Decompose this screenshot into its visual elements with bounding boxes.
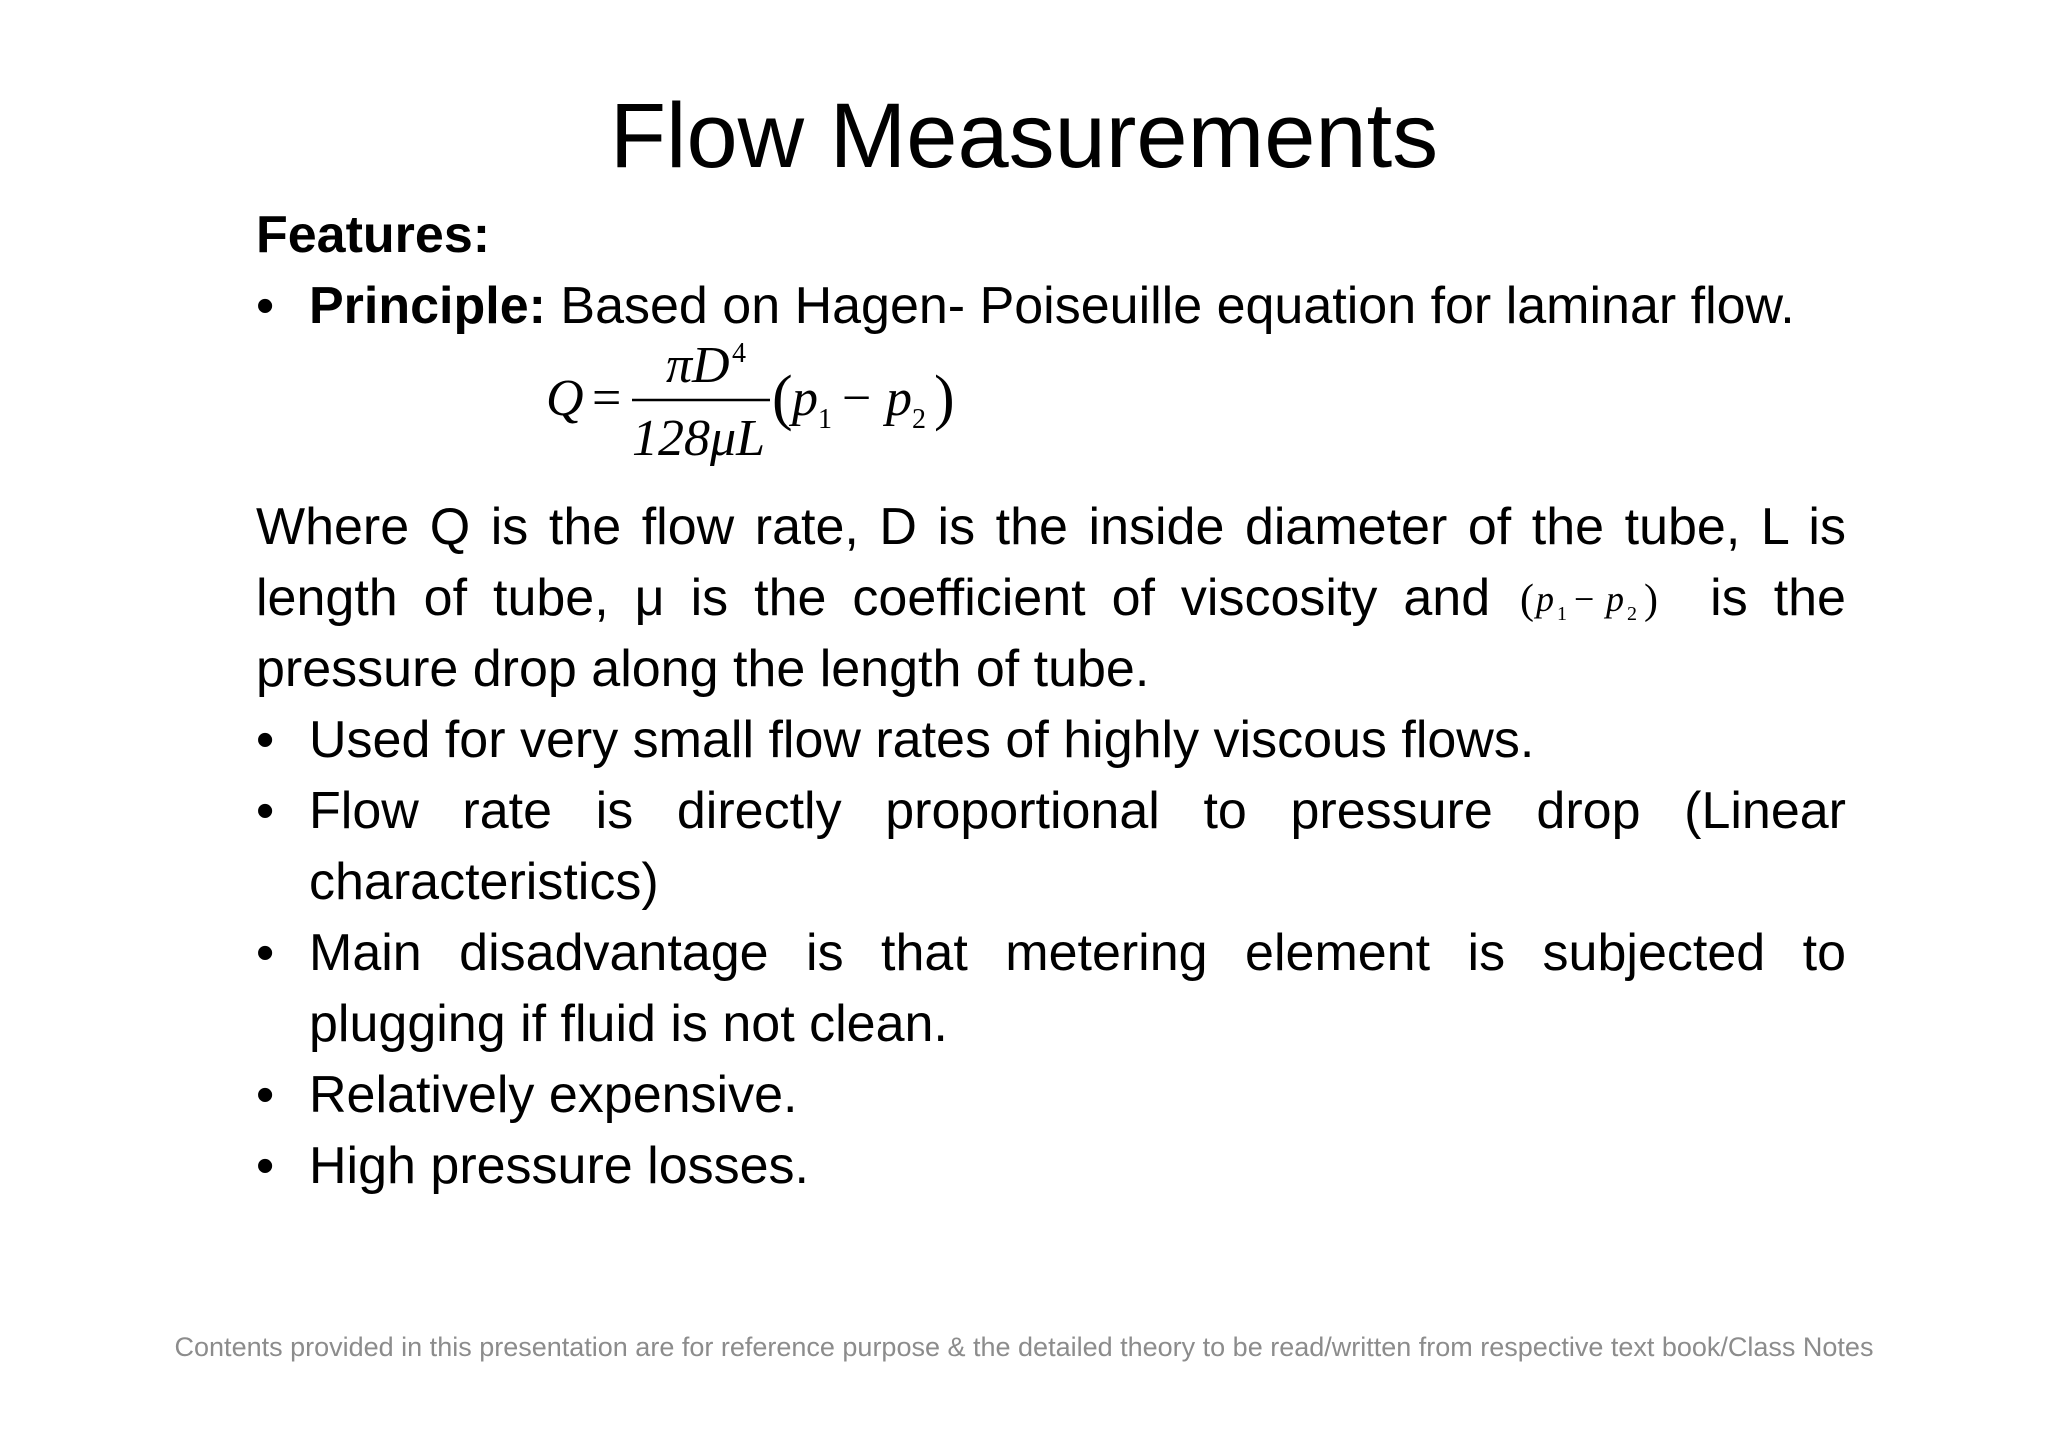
- slide-content: [256, 200, 1846, 1202]
- bullet-disadvantage: • Main disadvantage is that metering element is subjected to plugging if fluid is not clean.: [256, 918, 1846, 1060]
- inline-paren-open: (: [1520, 577, 1535, 624]
- bullet-small-flow: • Used for very small flow rates of highly viscous flows.: [256, 705, 1846, 776]
- where-text-after: is the pressure drop along the length of tube.: [256, 569, 1846, 698]
- eq-paren-open: (: [772, 364, 793, 432]
- slide-title: Flow Measurements: [609, 85, 1439, 187]
- inline-p2-sub: 2: [1627, 603, 1638, 626]
- principle-bullet: [256, 271, 1846, 342]
- eq-p1: p: [792, 370, 818, 427]
- bullet-expensive: • Relatively expensive.: [256, 1060, 1846, 1131]
- hagen-poiseuille-equation: [256, 342, 1846, 492]
- eq-denominator: 128μL: [632, 410, 766, 467]
- pressure-diff-inline: [1520, 573, 1670, 629]
- equation-svg: [546, 342, 1006, 492]
- where-text-before: Where Q is the flow rate, D is the inside diameter of the tube, L is length of tube, μ is the coefficient of viscosity and: [256, 498, 1846, 627]
- eq-p2: p: [886, 370, 912, 427]
- inline-p2: p: [1606, 579, 1625, 620]
- inline-paren-close: ): [1644, 577, 1659, 624]
- inline-p1: p: [1536, 579, 1555, 620]
- inline-p1-sub: 1: [1557, 603, 1568, 626]
- principle-text: Based on Hagen- Poiseuille equation for laminar flow.: [545, 277, 1795, 335]
- where-paragraph: [256, 492, 1846, 705]
- principle-label: Principle:: [309, 277, 546, 335]
- eq-minus: −: [842, 370, 872, 427]
- eq-p2-sub: 2: [912, 404, 926, 435]
- features-heading: Features:: [256, 206, 491, 264]
- footer-note: Contents provided in this presentation are for reference purpose & the detailed theory to be read/written from respective text book/Class Notes: [174, 1332, 1874, 1362]
- eq-paren-close: ): [934, 364, 955, 432]
- inline-minus: −: [1574, 579, 1595, 620]
- eq-numerator-exponent: 4: [732, 342, 746, 369]
- eq-equals: =: [592, 370, 622, 427]
- eq-lhs: Q: [546, 370, 584, 427]
- eq-p1-sub: 1: [818, 404, 832, 435]
- bullet-pressure-losses: • High pressure losses.: [256, 1131, 1846, 1202]
- eq-numerator: πD: [666, 342, 730, 394]
- bullet-proportional: • Flow rate is directly proportional to pressure drop (Linear characteristics): [256, 776, 1846, 918]
